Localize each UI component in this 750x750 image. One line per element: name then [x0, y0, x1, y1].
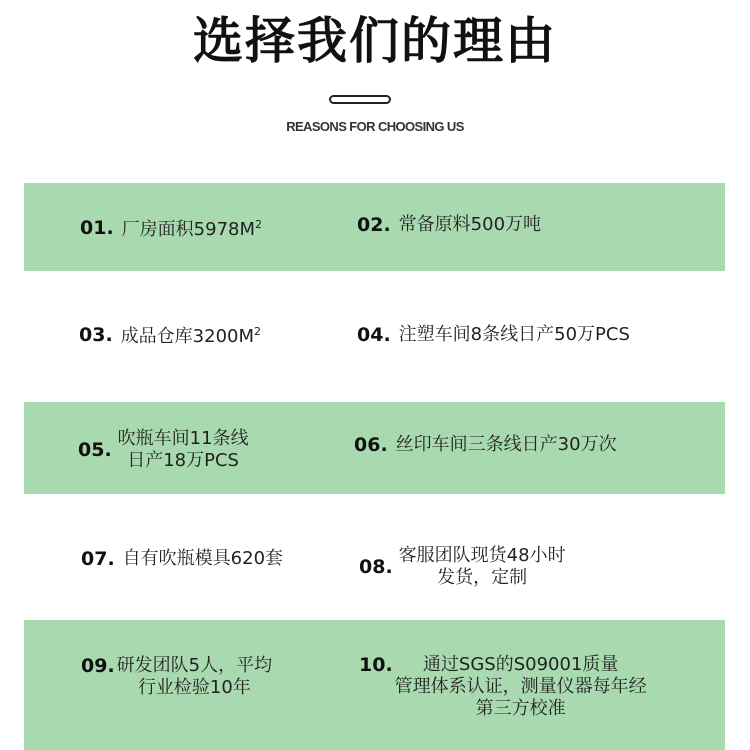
reason-item-03 — [79, 321, 261, 348]
superscript: 2 — [254, 325, 262, 338]
reason-text: 吹瓶车间11条线 日产18万PCS — [117, 428, 249, 471]
reason-text — [121, 321, 261, 348]
reason-text: 常备原料500万吨 — [398, 214, 542, 235]
reason-number: 10. — [359, 654, 393, 676]
reason-text-main: 成品仓库3200M — [120, 326, 255, 347]
reason-number: 01. — [80, 216, 114, 239]
page-subtitle: REASONS FOR CHOOSING US — [286, 119, 464, 134]
reason-item-02 — [357, 214, 541, 236]
reason-number: 09. — [81, 655, 115, 677]
reason-number: 07. — [81, 548, 115, 570]
reason-text — [122, 214, 262, 241]
reason-text: 客服团队现货48小时 发货，定制 — [398, 545, 566, 588]
reason-number: 02. — [357, 214, 391, 236]
reason-number: 06. — [354, 434, 388, 456]
reason-item-04 — [357, 324, 630, 346]
reason-item-01 — [80, 214, 262, 241]
reason-text: 丝印车间三条线日产30万次 — [395, 434, 617, 455]
page-title: 选择我们的理由 — [193, 12, 557, 70]
reason-number: 08. — [359, 556, 393, 578]
reason-item-10 — [359, 654, 647, 720]
reason-text-main: 厂房面积5978M — [121, 219, 256, 240]
reason-item-07 — [81, 548, 283, 570]
superscript: 2 — [255, 218, 263, 231]
reason-item-06 — [354, 434, 617, 456]
reason-number: 04. — [357, 324, 391, 346]
reason-number: 03. — [79, 323, 113, 346]
reason-text: 注塑车间8条线日产50万PCS — [398, 324, 630, 345]
reason-text: 通过SGS的S09001质量 管理体系认证，测量仪器每年经 第三方校准 — [394, 654, 647, 719]
reason-text: 自有吹瓶模具620套 — [122, 548, 284, 569]
reason-number: 05. — [78, 439, 112, 461]
reason-item-05 — [78, 428, 249, 472]
reason-text: 研发团队5人，平均 行业检验10年 — [116, 655, 273, 698]
title-divider — [329, 95, 391, 104]
reason-item-09 — [81, 655, 272, 699]
reason-item-08 — [359, 545, 566, 589]
